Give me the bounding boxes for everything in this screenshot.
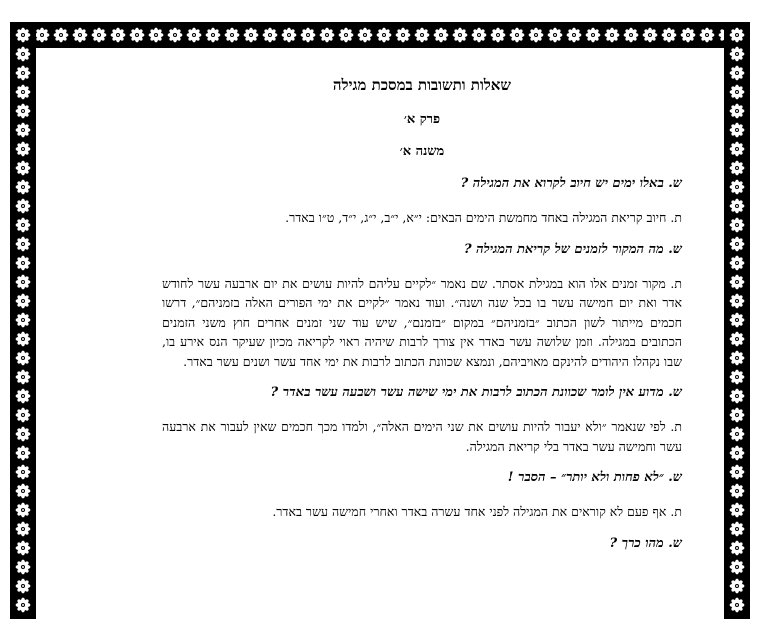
flower-icon [729, 141, 745, 157]
flower-icon [509, 27, 525, 43]
flower-icon [15, 369, 31, 385]
flower-icon [729, 521, 745, 537]
flower-icon [319, 27, 335, 43]
flower-icon [729, 426, 745, 442]
flower-icon [729, 388, 745, 404]
flower-icon [547, 27, 563, 43]
flower-icon [729, 445, 745, 461]
flower-icon [566, 27, 582, 43]
flower-icon [15, 65, 31, 81]
flower-icon [490, 27, 506, 43]
flower-icon [729, 27, 745, 43]
qa-block [162, 174, 682, 228]
flower-icon [729, 350, 745, 366]
answer: ת. מקור זמנים אלו הוא במגילת אסתר. שם נאמר ״לקיים עליהם להיות עושים את יום ארבעה עשר לחודש אדר ואת יום חמישה עשר בו בכל שנה ושנה״. ועוד נאמר ״לקיים את ימי הפורים האלה בזמניהם״, דרשו חכמים מייתור לשון הכתוב ״בזמניהם״ במקום ״בזמנם״, שיש עוד שני זמנים אחרים חוץ משני הזמנים הכתובים במגילה. וזמן שלושה עשר באדר אין צורך לרבות שיהיה ראוי לקריאה מכיון שעיקר הנס אירע בו, שבו נקהלו היהודים להינקם מאויביהם, ונמצא שכוונת הכתוב לרבות את ימי אחד עשר ושנים עשר באדר. [162, 275, 682, 369]
flower-icon [452, 27, 468, 43]
document-title: שאלות ותשובות במסכת מגילה [332, 76, 512, 94]
qa-block [162, 468, 682, 522]
question: ש. מהו כרך ? [609, 535, 682, 551]
flower-icon [729, 160, 745, 176]
answer: ת. אף פעם לא קוראים את המגילה לפני אחד עשרה באדר ואחרי חמישה עשר באדר. [272, 504, 682, 519]
flower-icon [729, 559, 745, 575]
flower-icon [34, 27, 50, 43]
flower-icon [729, 331, 745, 347]
flower-icon [91, 27, 107, 43]
flower-icon [729, 597, 745, 613]
qa-block [162, 383, 682, 456]
flower-icon [729, 540, 745, 556]
chapter-heading: פרק א׳ [403, 112, 441, 127]
flower-icon [15, 521, 31, 537]
flower-icon [376, 27, 392, 43]
flower-icon [72, 27, 88, 43]
flower-icon [729, 274, 745, 290]
flower-icon [15, 331, 31, 347]
page [36, 48, 724, 619]
flower-icon [224, 27, 240, 43]
flower-icon [15, 179, 31, 195]
flower-icon [15, 407, 31, 423]
flower-icon [729, 236, 745, 252]
answer: ת. לפי שנאמר ״ולא יעבור להיות עושים את שני הימים האלה״, ולמדו מכך חכמים שאין לעבור את ארבעה עשר וחמישה עשר באדר בלי קריאת המגילה. [162, 419, 682, 454]
flower-icon [300, 27, 316, 43]
flower-icon [729, 293, 745, 309]
flower-icon [15, 46, 31, 62]
flower-icon [528, 27, 544, 43]
flower-icon [729, 255, 745, 271]
flower-icon [15, 388, 31, 404]
question: ש. מדוע אין לומר שכוונת הכתוב לרבות את ימי שישה עשר ושבעה עשר באדר ? [270, 385, 682, 400]
flower-icon [15, 483, 31, 499]
flower-icon [729, 464, 745, 480]
flower-icon [15, 293, 31, 309]
qa-block [162, 240, 682, 372]
flower-icon [15, 502, 31, 518]
flower-icon [110, 27, 126, 43]
flower-icon [338, 27, 354, 43]
flower-icon [262, 27, 278, 43]
flower-icon [15, 198, 31, 214]
flower-icon [395, 27, 411, 43]
flower-icon [585, 27, 601, 43]
flower-icon [243, 27, 259, 43]
question: ש. ״לא פחות ולא יותר״ – הסבר ! [507, 470, 682, 485]
flower-icon [729, 369, 745, 385]
flower-icon [15, 84, 31, 100]
border-left [10, 22, 36, 619]
flower-icon [729, 198, 745, 214]
flower-icon [661, 27, 677, 43]
flower-icon [680, 27, 696, 43]
flower-icon [699, 27, 715, 43]
flower-icon [414, 27, 430, 43]
flower-icon [729, 179, 745, 195]
question: ש. מה המקור לזמנים של קריאת המגילה ? [464, 241, 682, 257]
answer: ת. חיוב קריאת המגילה באחד מחמשת הימים הבאים: י״א, י״ב, י״ג, י״ד, ט״ו באדר. [285, 210, 682, 225]
flower-icon [15, 540, 31, 556]
flower-icon [15, 312, 31, 328]
flower-icon [729, 103, 745, 119]
qa-block [162, 534, 682, 554]
document-content [162, 74, 682, 554]
flower-icon [729, 122, 745, 138]
flower-icon [186, 27, 202, 43]
flower-icon [15, 350, 31, 366]
flower-icon [281, 27, 297, 43]
question: ש. באלו ימים יש חיוב לקרוא את המגילה ? [460, 176, 682, 191]
flower-icon [729, 407, 745, 423]
flower-icon [15, 122, 31, 138]
flower-icon [729, 578, 745, 594]
flower-icon [357, 27, 373, 43]
flower-icon [729, 483, 745, 499]
flower-icon [15, 559, 31, 575]
flower-icon [15, 274, 31, 290]
flower-icon [623, 27, 639, 43]
flower-icon [729, 502, 745, 518]
flower-icon [15, 255, 31, 271]
flower-icon [15, 236, 31, 252]
flower-icon [642, 27, 658, 43]
flower-icon [167, 27, 183, 43]
flower-icon [729, 46, 745, 62]
border-right [724, 22, 750, 619]
flower-icon [15, 160, 31, 176]
flower-icon [15, 426, 31, 442]
flower-icon [15, 464, 31, 480]
flower-icon [15, 217, 31, 233]
flower-icon [15, 103, 31, 119]
mishna-heading: משנה א׳ [399, 144, 445, 159]
flower-icon [15, 27, 31, 43]
flower-icon [53, 27, 69, 43]
flower-icon [15, 578, 31, 594]
flower-icon [604, 27, 620, 43]
flower-icon [15, 445, 31, 461]
flower-icon [729, 84, 745, 100]
flower-icon [148, 27, 164, 43]
flower-icon [129, 27, 145, 43]
flower-icon [433, 27, 449, 43]
flower-icon [729, 312, 745, 328]
flower-icon [15, 597, 31, 613]
flower-icon [471, 27, 487, 43]
flower-icon [729, 65, 745, 81]
flower-icon [205, 27, 221, 43]
flower-icon [729, 217, 745, 233]
flower-icon [15, 141, 31, 157]
border-top [10, 22, 750, 48]
